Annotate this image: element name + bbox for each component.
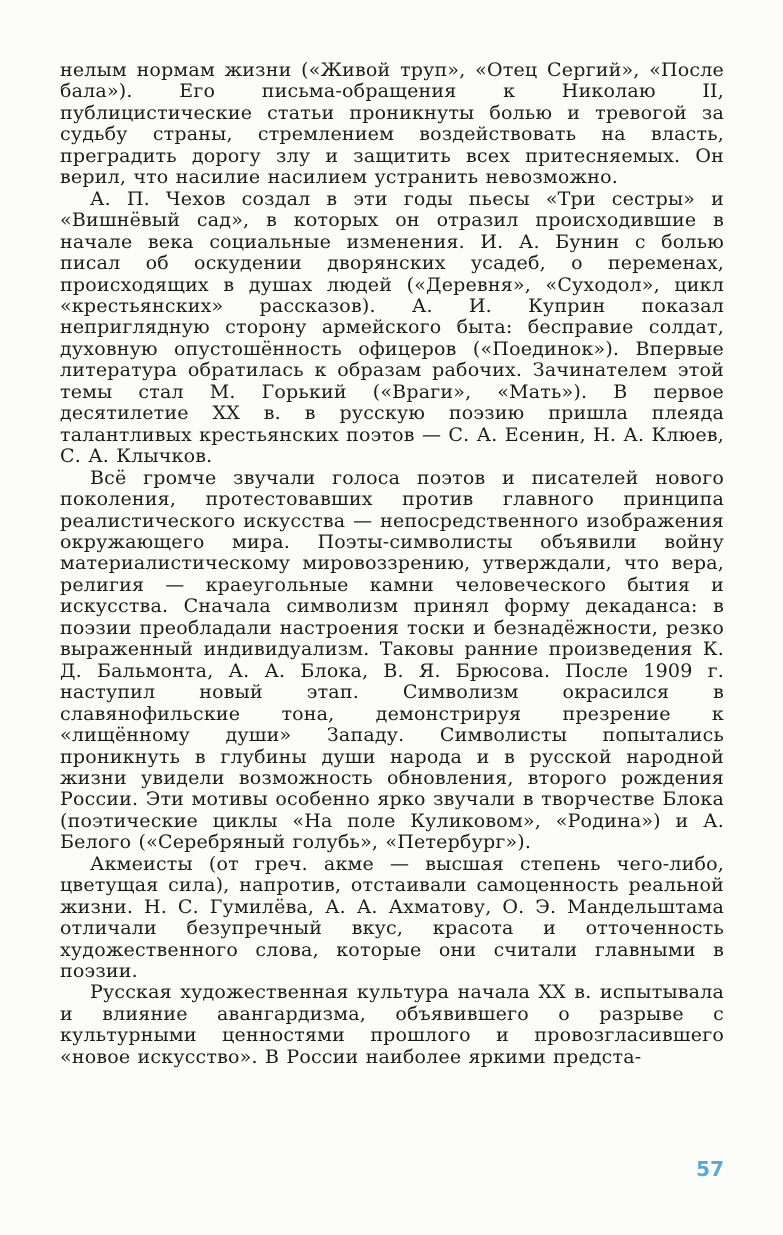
paragraph-tolstoy-end: нелым нормам жизни («Живой труп», «Отец Сергий», «После бала»). Его письма-обращения к Николаю II, публицистические статьи проникнуты болью и тревогой за судьбу страны, стремлением воздействовать на власть, преградить дорогу злу и защитить всех притесняемых. Он верил, что насилие насилием устранить невозможно. <box>60 59 724 189</box>
paragraph-symbolists: Всё громче звучали голоса поэтов и писателей нового поколения, протестовавших против главного принципа реалистического искусства — непосредственного изображения окружающего мира. Поэты-символисты объявили войну материалистическому мировоззрению, утверждали, что вера, религия — краеугольные камни человеческого бытия и искусства. Сначала символизм принял форму декаданса: в поэзии преобладали настроения тоски и безнадёжности, резко выраженный индивидуализм. Таковы ранние произведения К. Д. Бальмонта, А. А. Блока, В. Я. Брюсова. После 1909 г. наступил новый этап. Символизм окрасился в славянофильские тона, демонстрируя презрение к «лищённому души» Западу. Символисты попытались проникнуть в глубины души народа и в русской народной жизни увидели возможность обновления, второго рождения России. Эти мотивы особенно ярко звучали в творчестве Блока (поэтические циклы «На поле Куликовом», «Родина») и А. Белого («Серебряный голубь», «Петербург»). <box>60 466 724 854</box>
paragraph-avant-garde: Русская художественная культура начала XX в. испытывала и влияние авангардизма, объявившего о разрыве с культурными ценностями прошлого и провозгласившего «новое искусство». В России наиболее яркими предста- <box>60 981 724 1068</box>
page-number: 57 <box>696 1157 724 1181</box>
paragraph-chekhov-bunin-kuprin: А. П. Чехов создал в эти годы пьесы «Три сестры» и «Вишнёвый сад», в которых он отразил происходившие в начале века социальные изменения. И. А. Бунин с болью писал об оскудении дворянских усадеб, о переменах, происходящих в душах людей («Деревня», «Суходол», цикл «крестьянских» рассказов). А. И. Куприн показал неприглядную сторону армейского быта: бесправие солдат, духовную опустошённость офицеров («Поединок»). Впервые литература обратилась к образам рабочих. Зачинателем этой темы стал М. Горький («Враги», «Мать»). В первое десятилетие XX в. в русскую поэзию пришла плеяда талантливых крестьянских поэтов — С. А. Есенин, Н. А. Клюев, С. А. Клычков. <box>60 187 724 468</box>
paragraph-acmeists: Акмеисты (от греч. акме — высшая степень чего-либо, цветущая сила), напротив, отстаивали самоценность реальной жизни. Н. С. Гумилёва, А. А. Ахматову, О. Э. Мандельштама отличали безупречный вкус, красота и отточенность художественного слова, которые они считали главными в поэзии. <box>60 852 724 983</box>
body-text <box>60 60 724 1068</box>
